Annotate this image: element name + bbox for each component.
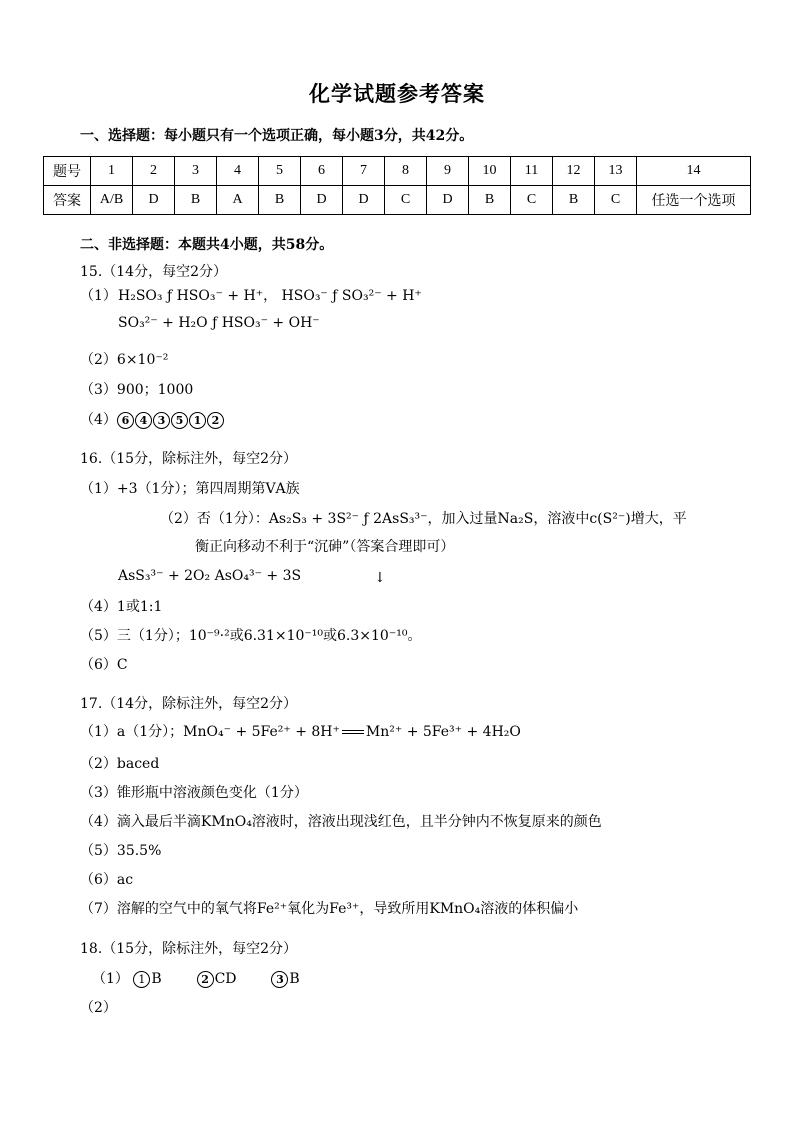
table-header-cell: 答案 (44, 186, 91, 215)
q17-part2: （2）baced (80, 756, 160, 772)
table-cell: D (301, 186, 343, 215)
q18-part1-answer: CD (214, 971, 237, 987)
table-cell: D (427, 186, 469, 215)
table-cell: C (595, 186, 637, 215)
answer-table (43, 156, 751, 215)
table-row-numbers (44, 157, 751, 186)
q16-part4: （4）1或1:1 (80, 599, 163, 615)
table-cell: 12 (553, 157, 595, 186)
q16-part5: （5）三（1分）；10⁻⁹·²或6.31×10⁻¹⁰或6.3×10⁻¹⁰。 (80, 628, 422, 644)
circled-number: 1 (189, 412, 206, 429)
circled-number: 6 (117, 412, 134, 429)
circled-number: 3 (271, 971, 288, 988)
q16-heading: 16.（15分，除标注外，每空2分） (80, 451, 297, 467)
q17-part3: （3）锥形瓶中溶液颜色变化（1分） (80, 785, 308, 801)
circled-number: 5 (171, 412, 188, 429)
table-header-cell: 题号 (44, 157, 91, 186)
table-cell: 11 (511, 157, 553, 186)
q18-part1-label: （1） (92, 971, 129, 987)
section-1-heading: 一、选择题：每小题只有一个选项正确，每小题3分，共42分。 (80, 128, 474, 144)
precipitate-arrow-icon: ↓ (374, 570, 386, 586)
table-cell: 8 (385, 157, 427, 186)
q17-part1 (80, 722, 521, 742)
q18-heading: 18.（15分，除标注外，每空2分） (80, 941, 297, 957)
table-cell: 7 (343, 157, 385, 186)
circled-number: 1 (133, 971, 150, 988)
q17-part1-reactants: （1）a（1分）；MnO₄⁻ + 5Fe²⁺ + 8H⁺ (80, 724, 340, 740)
q15-part4 (80, 410, 225, 430)
circled-number: 4 (135, 412, 152, 429)
q17-heading: 17.（14分，除标注外，每空2分） (80, 696, 297, 712)
q16-part3-equation: AsS₃³⁻ + 2O₂ AsO₄³⁻ + 3S (118, 568, 302, 584)
q17-part6: （6）ac (80, 872, 134, 888)
table-cell: 14 (637, 157, 751, 186)
section-2-heading: 二、非选择题：本题共4小题，共58分。 (80, 237, 334, 253)
q15-part1-label: （1） (80, 288, 117, 304)
q15-part3: （3）900；1000 (80, 382, 194, 398)
q15-part1-equation-1: H₂SO₃ ƒ HSO₃⁻ + H⁺， HSO₃⁻ ƒ SO₃²⁻ + H⁺ (118, 288, 422, 304)
table-cell: A (217, 186, 259, 215)
q15-part2: （2）6×10⁻² (80, 352, 169, 368)
table-cell: B (553, 186, 595, 215)
table-cell: D (133, 186, 175, 215)
table-cell: C (511, 186, 553, 215)
circled-number: 2 (197, 971, 214, 988)
q18-part1-answer: B (289, 971, 300, 987)
q15-part1-equation-2: SO₃²⁻ + H₂O ƒ HSO₃⁻ + OH⁻ (118, 315, 320, 331)
table-cell: 5 (259, 157, 301, 186)
table-cell: B (175, 186, 217, 215)
table-cell: 13 (595, 157, 637, 186)
q16-part2-line1: （2）否（1分）：As₂S₃ + 3S²⁻ ƒ 2AsS₃³⁻，加入过量Na₂S，溶液中c(S²⁻)增大，平 (160, 511, 687, 527)
q15-part4-label: （4） (80, 412, 117, 428)
table-cell: 10 (469, 157, 511, 186)
circled-number: 2 (207, 412, 224, 429)
table-cell: B (469, 186, 511, 215)
table-cell: 任选一个选项 (637, 186, 751, 215)
q18-part2: （2） (80, 1000, 117, 1016)
q16-part6: （6）C (80, 657, 128, 673)
table-cell: C (385, 186, 427, 215)
table-cell: 4 (217, 157, 259, 186)
table-cell: 9 (427, 157, 469, 186)
q17-part5: （5）35.5% (80, 843, 162, 859)
table-cell: 3 (175, 157, 217, 186)
table-cell: 2 (133, 157, 175, 186)
q18-part1-answer: B (151, 971, 162, 987)
q18-part1 (92, 969, 300, 989)
table-cell: A/B (91, 186, 133, 215)
q17-part4: （4）滴入最后半滴KMnO₄溶液时，溶液出现浅红色，且半分钟内不恢复原来的颜色 (80, 814, 602, 830)
q16-part1: （1）+3（1分）；第四周期第ⅤA族 (80, 481, 300, 497)
table-row-answers (44, 186, 751, 215)
q15-heading: 15.（14分，每空2分） (80, 264, 227, 280)
table-cell: B (259, 186, 301, 215)
q17-part7: （7）溶解的空气中的氧气将Fe²⁺氧化为Fe³⁺，导致所用KMnO₄溶液的体积偏小 (80, 901, 579, 917)
table-cell: 6 (301, 157, 343, 186)
table-cell: 1 (91, 157, 133, 186)
equals-sign-icon (342, 730, 364, 734)
page-title: 化学试题参考答案 (309, 81, 485, 106)
table-cell: D (343, 186, 385, 215)
circled-number: 3 (153, 412, 170, 429)
q17-part1-products: Mn²⁺ + 5Fe³⁺ + 4H₂O (365, 724, 521, 740)
q16-part2-line2: 衡正向移动不利于“沉砷”（答案合理即可） (195, 539, 455, 555)
